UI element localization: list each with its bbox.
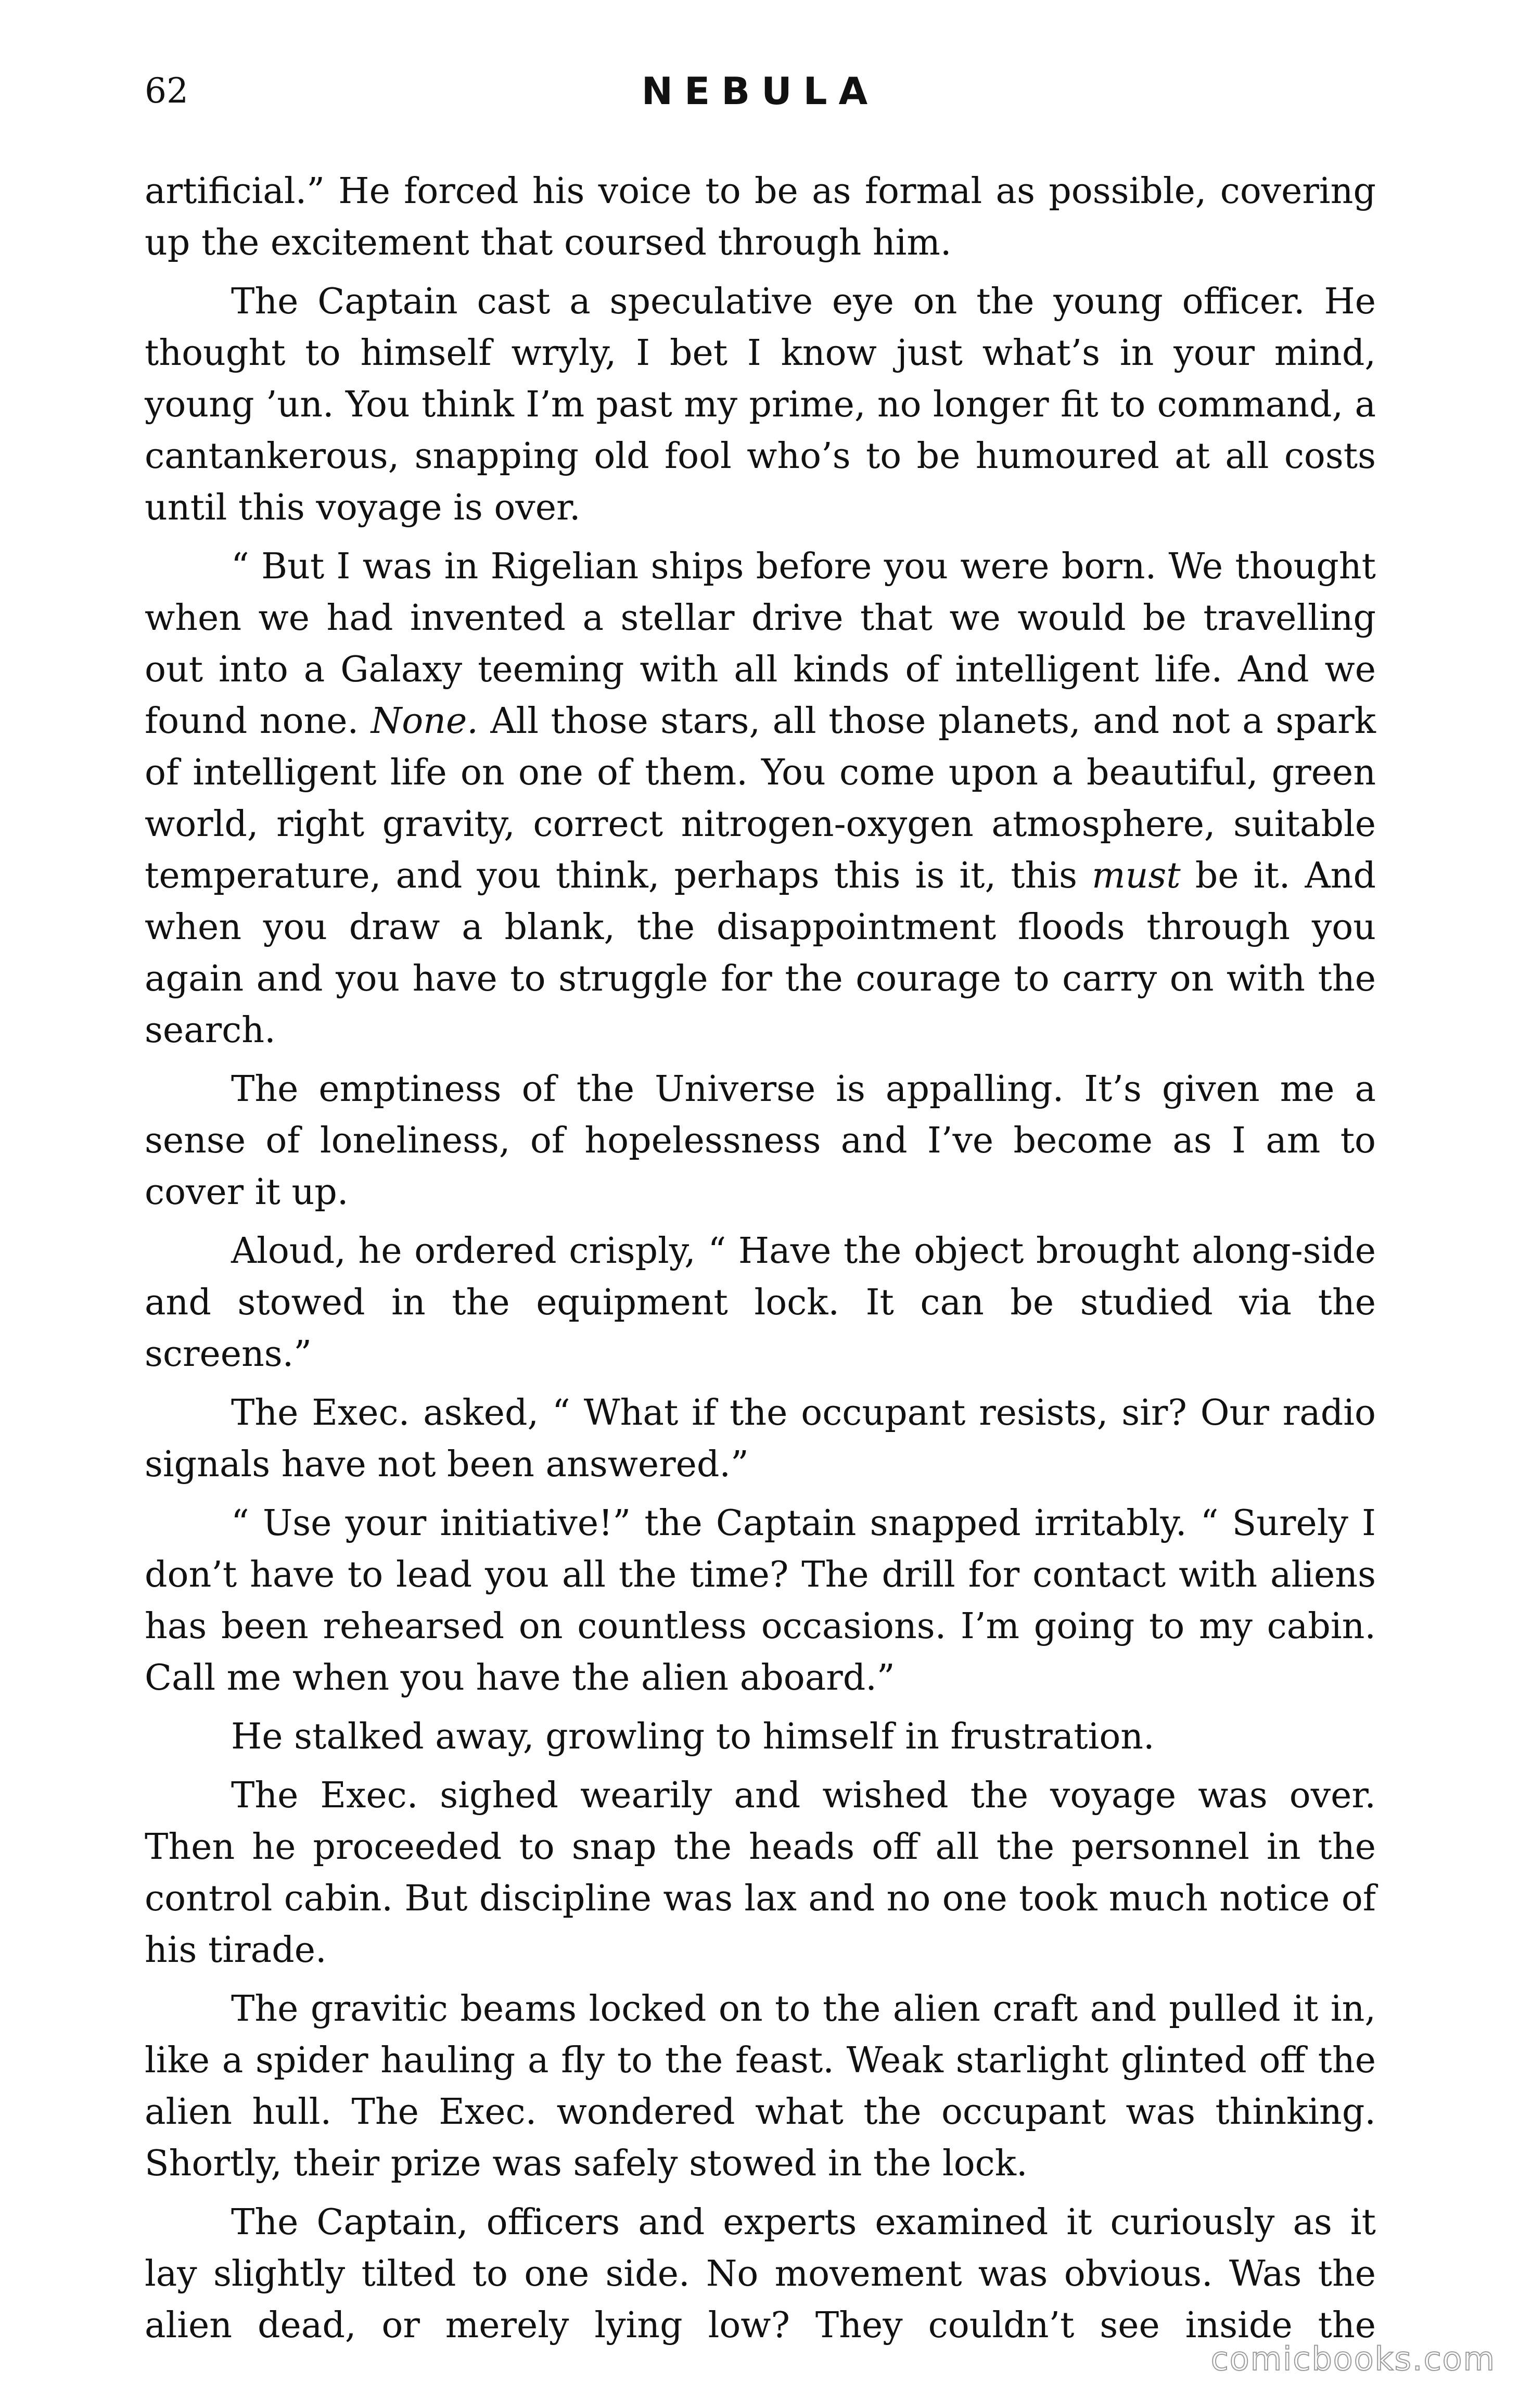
page-number: 62	[145, 71, 188, 111]
paragraph	[145, 166, 1376, 269]
text-run: artificial.” He forced his voice to be as formal as possible, covering up the excitement that coursed through him.	[145, 171, 1376, 263]
text-run: All those stars, all those planets, and not a spark of intelligent life on one of them. You come upon a beautiful, green world, right gravity, correct nitrogen-oxygen atmosphere, suitable temperature, and you think, perhaps this is it, this	[145, 701, 1376, 896]
paragraph	[145, 1387, 1376, 1490]
running-head	[145, 62, 1376, 120]
text-run: The Exec. asked, “ What if the occupant resists, sir? Our radio signals have not been answered.”	[145, 1392, 1376, 1485]
text-run: The emptiness of the Universe is appalling. It’s given me a sense of loneliness, of hopelessness and I’ve become as I am to cover it up.	[145, 1069, 1376, 1213]
body-text	[145, 166, 1376, 2359]
italic-text: must	[1092, 855, 1181, 896]
text-run: The Exec. sighed wearily and wished the voyage was over. Then he proceeded to snap the heads off all the personnel in the control cabin. But discipline was lax and no one took much notice of his tirade.	[145, 1775, 1376, 1971]
paragraph	[145, 276, 1376, 534]
paragraph	[145, 2197, 1376, 2351]
text-run: The Captain, officers and experts examined it curiously as it lay slightly tilted to one side. No movement was obvious. Was the alien dead, or merely lying low? They couldn’t see inside the	[145, 2202, 1376, 2346]
text-run: He stalked away, growling to himself in frustration.	[231, 1716, 1155, 1757]
text-run: be it. And when you draw a blank, the disappointment floods through you again and you have to struggle for the courage to carry on with the search.	[145, 855, 1376, 1051]
paragraph	[145, 1063, 1376, 1218]
paragraph	[145, 541, 1376, 1056]
text-run: “ Use your initiative!” the Captain snapped irritably. “ Surely I don’t have to lead you all the time? The drill for contact with aliens has been rehearsed on countless occasions. I’m going to my cabin. Call me when you have the alien aboard.”	[145, 1503, 1376, 1699]
text-run: Aloud, he ordered crisply, “ Have the object brought along-side and stowed in the equipment lock. It can be studied via the screens.”	[145, 1231, 1376, 1375]
italic-text: None.	[371, 701, 478, 742]
watermark-text: comicbooks.com	[1210, 2340, 1496, 2378]
text-run: The Captain cast a speculative eye on the young officer. He thought to himself wryly, I bet I know just what’s in your mind, young ’un. You think I’m past my prime, no longer fit to command, a cantankerous, snapping old fool who’s to be humoured at all costs until this voyage is over.	[145, 281, 1376, 528]
paragraph	[145, 1498, 1376, 1704]
paragraph	[145, 1225, 1376, 1380]
paragraph	[145, 1770, 1376, 1976]
paragraph	[145, 1983, 1376, 2189]
text-run: The gravitic beams locked on to the alien craft and pulled it in, like a spider hauling a fly to the feast. Weak starlight glinted off the alien hull. The Exec. wondered what the occupant was thinking. Shortly, their prize was safely stowed in the lock.	[145, 1988, 1376, 2184]
journal-title: NEBULA	[641, 69, 879, 113]
paragraph	[145, 1711, 1376, 1763]
text-run: “ But I was in Rigelian ships before you were born. We thought when we had invented a stellar drive that we would be travelling out into a Galaxy teeming with all kinds of intelligent life. And we found none.	[145, 546, 1376, 742]
